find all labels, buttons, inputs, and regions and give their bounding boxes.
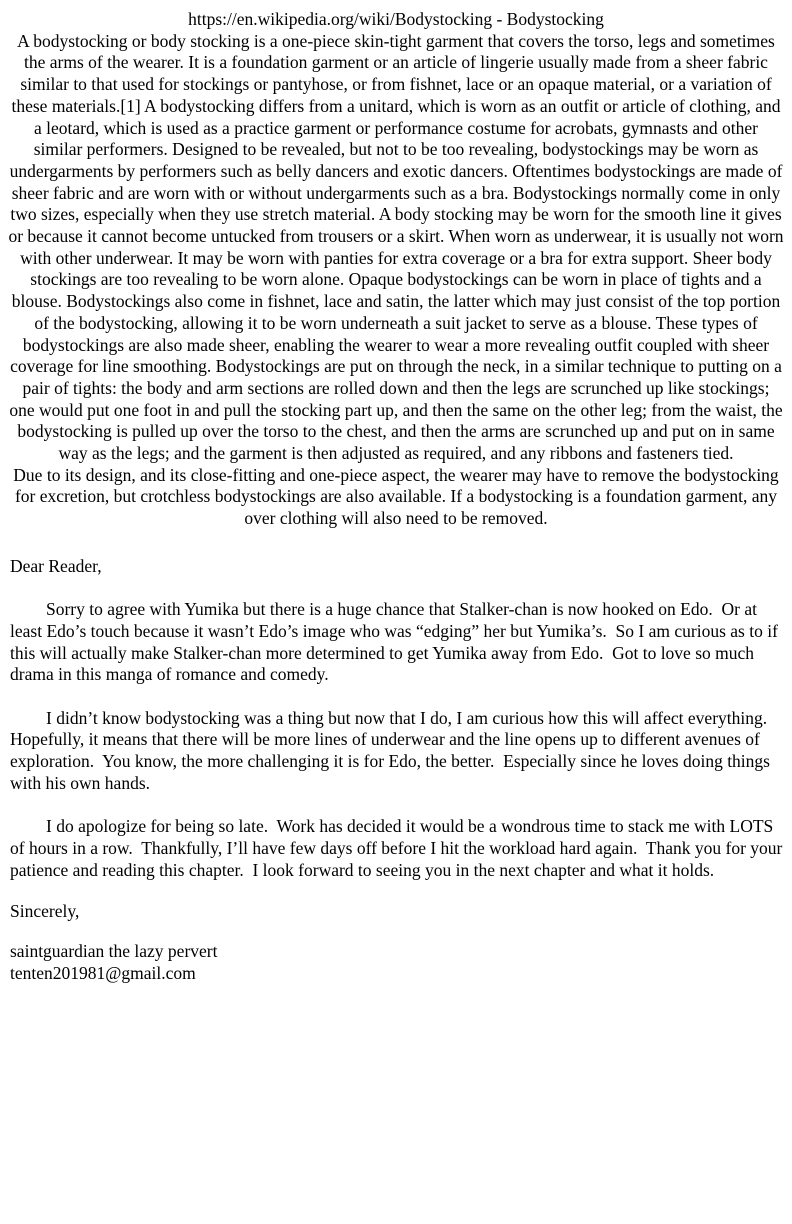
signature-name: saintguardian the lazy pervert (10, 941, 218, 962)
signature-block (10, 941, 784, 984)
letter-paragraph-1: Sorry to agree with Yumika but there is a huge chance that Stalker-chan is now hooked on Edo. Or at least Edo’s touch because it wasn’t Edo’s image who was “edging” her but Yumika’s. So I am curious as to if this will actually make Stalker-chan more determined to get Yumika away from Edo. Got to love so much drama in this manga of romance and comedy. (10, 599, 783, 685)
source-url-line: https://en.wikipedia.org/wiki/Bodystocking - Bodystocking (188, 9, 604, 29)
author-letter (8, 555, 787, 985)
wiki-excerpt-paragraph-2: Due to its design, and its close-fitting and one-piece aspect, the wearer may have to remove the bodystocking for excretion, but crotchless bodystockings are also available. If a bodystocking is a foundation garment, any over clothing will also need to be removed. (13, 464, 779, 529)
signature-email: tenten201981@gmail.com (10, 962, 196, 983)
wiki-excerpt-paragraph-1: A bodystocking or body stocking is a one-piece skin-tight garment that covers the torso, legs and sometimes the arms of the wearer. It is a foundation garment or an article of lingerie usually made from a sheer fabric similar to that used for stockings or pantyhose, or from fishnet, lace or an opaque material, or a variation of these materials.[1] A bodystocking differs from a unitard, which is worn as an outfit or article of clothing, and a leotard, which is used as a practice garment or performance costume for acrobats, gymnasts and other similar performers. Designed to be revealed, but not to be too revealing, bodystockings may be worn as undergarments by performers such as belly dancers and exotic dancers. Oftentimes bodystockings are made of sheer fabric and are worn with or without undergarments such as a bra. Bodystockings normally come in only two sizes, especially when they use stretch material. A body stocking may be worn for the smooth line it gives or because it cannot become untucked from trousers or a skirt. When worn as underwear, it is usually not worn with other underwear. It may be worn with panties for extra coverage or a bra for extra support. Sheer body stockings are too revealing to be worn alone. Opaque bodystockings can be worn in place of tights and a blouse. Bodystockings also come in fishnet, lace and satin, the latter which may just consist of the top portion of the bodystocking, allowing it to be worn underneath a suit jacket to serve as a blouse. These types of bodystockings are also made sheer, enabling the wearer to wear a more revealing outfit coupled with sheer coverage for line smoothing. Bodystockings are put on through the neck, in a similar technique to putting on a pair of tights: the body and arm sections are rolled down and then the legs are scrunched up like stockings; one would put one foot in and pull the stocking part up, and then the same on the other leg; from the waist, the bodystocking is pulled up over the torso to the chest, and then the arms are scrunched up and put on in same way as the legs; and the garment is then adjusted as required, and any ribbons and fasteners tied. (8, 30, 784, 464)
letter-paragraph-2: I didn’t know bodystocking was a thing but now that I do, I am curious how this will affect everything. Hopefully, it means that there will be more lines of underwear and the line opens up to different avenues of exploration. You know, the more challenging it is for Edo, the better. Especially since he loves doing things with his own hands. (10, 707, 776, 793)
letter-salutation: Dear Reader, (10, 555, 102, 576)
letter-closing: Sincerely, (10, 901, 80, 922)
letter-paragraph-3: I do apologize for being so late. Work has decided it would be a wondrous time to stack me with LOTS of hours in a row. Thankfully, I’ll have few days off before I hit the workload hard again. Thank you for your patience and reading this chapter. I look forward to seeing you in the next chapter and what it holds. (10, 816, 787, 880)
